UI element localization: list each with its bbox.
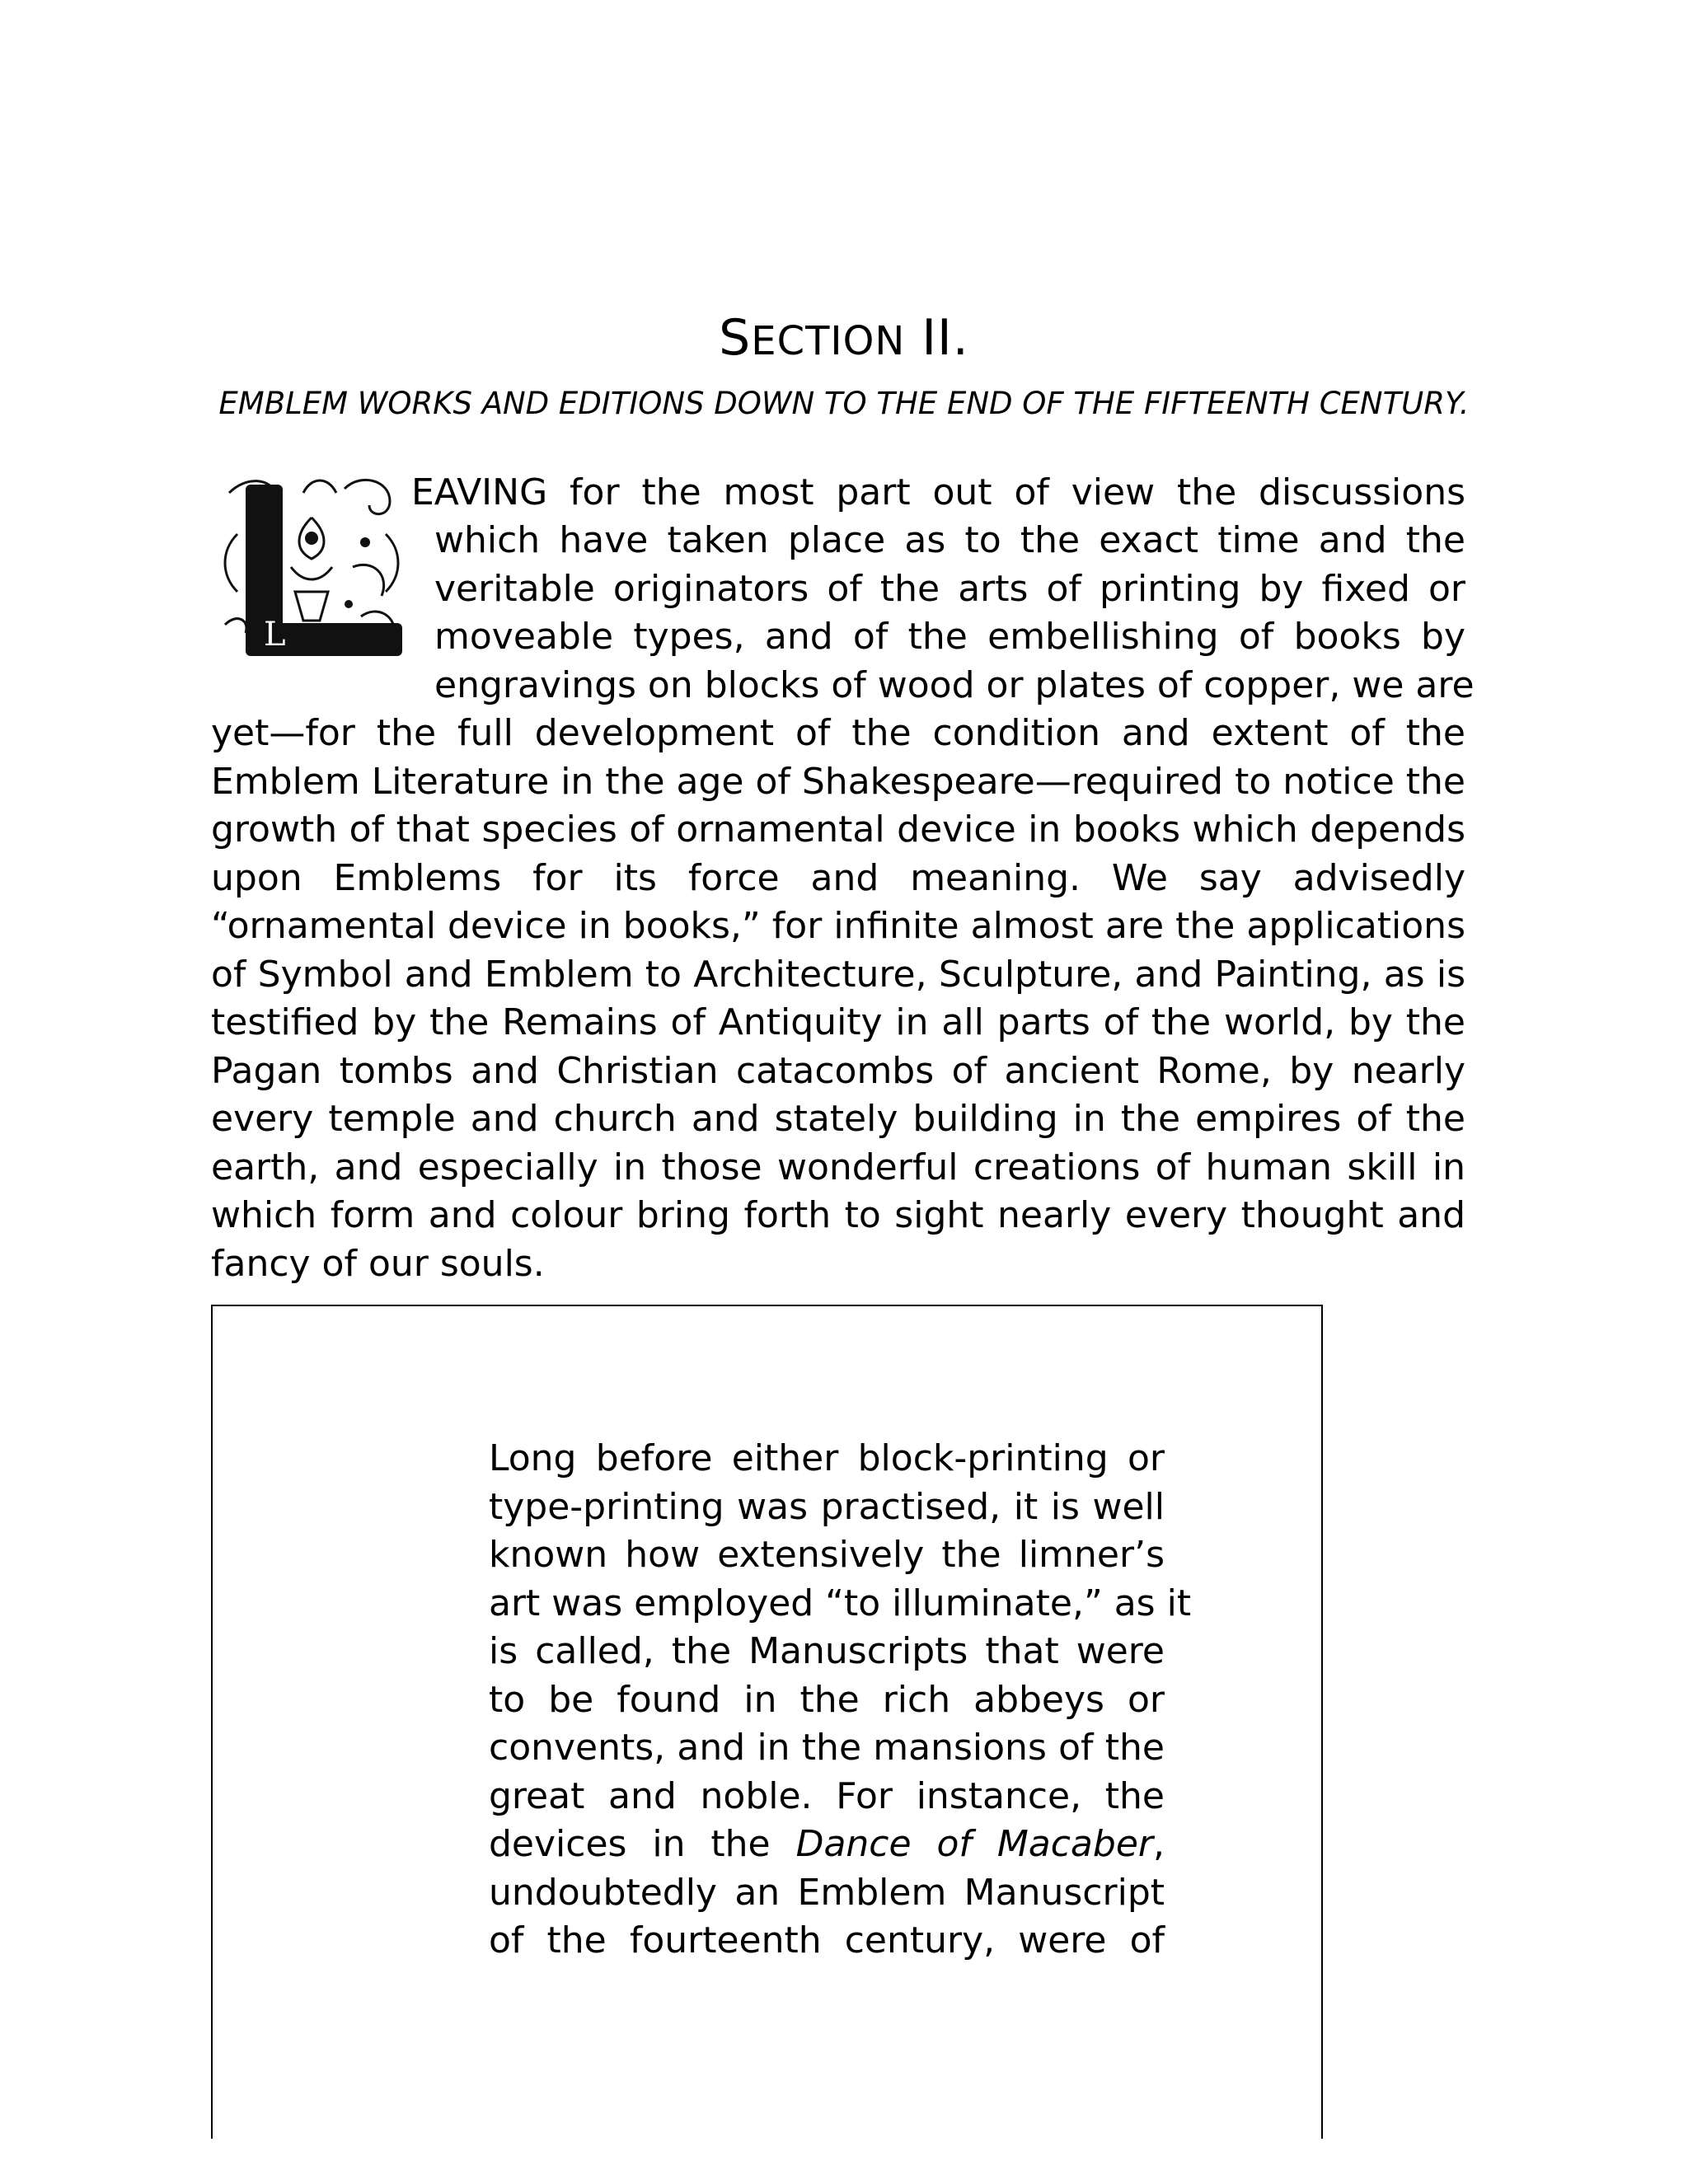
box-line: type-printing was practised, it is well (489, 1486, 1165, 1528)
paragraph-line: which have taken place as to the exact time and the (434, 519, 1465, 561)
box-line: undoubtedly an Emblem Manuscript (489, 1872, 1165, 1914)
section-heading (0, 305, 1688, 374)
paragraph-line: of Symbol and Emblem to Architecture, Sculpture, and Painting, as is (211, 954, 1465, 996)
box-line: of the fourteenth century, were of (489, 1919, 1165, 1961)
paragraph-line: yet—for the full development of the condition and extent of the (211, 712, 1465, 754)
paragraph-line: fancy of our souls. (211, 1243, 545, 1285)
section-heading-rest: ECTION (751, 318, 906, 364)
paragraph-line: which form and colour bring forth to sight nearly every thought and (211, 1194, 1465, 1236)
paragraph-line: earth, and especially in those wonderful creations of human skill in (211, 1146, 1465, 1188)
box-comma: , (1153, 1823, 1165, 1865)
ornamental-initial-L-icon (213, 468, 410, 666)
paragraph-line: growth of that species of ornamental device in books which depends (211, 808, 1465, 851)
book-title-dance-of-macaber: Dance of Macaber (795, 1823, 1153, 1865)
box-line: art was employed “to illuminate,” as it (489, 1582, 1192, 1624)
box-line (489, 1821, 1165, 1868)
paragraph-line: engravings on blocks of wood or plates of copper, we are (434, 664, 1475, 706)
paragraph-line: Emblem Literature in the age of Shakespeare—required to notice the (211, 761, 1465, 803)
paragraph-line: “ornamental device in books,” for infinite almost are the applications (211, 905, 1465, 947)
dropcap-letter: L (264, 616, 286, 654)
box-line: known how extensively the limner’s (489, 1534, 1165, 1576)
box-line: great and noble. For instance, the (489, 1775, 1165, 1817)
paragraph-line: Pagan tombs and Christian catacombs of ancient Rome, by nearly (211, 1050, 1465, 1092)
box-line: is called, the Manuscripts that were (489, 1630, 1165, 1672)
paragraph-line: every temple and church and stately building in the empires of the (211, 1098, 1465, 1140)
box-line: to be found in the rich abbeys or (489, 1679, 1165, 1721)
paragraph-line: moveable types, and of the embellishing of books by (434, 616, 1465, 658)
sidebar-box (211, 1305, 1323, 2139)
box-line: convents, and in the mansions of the (489, 1727, 1165, 1769)
section-subtitle: EMBLEM WORKS AND EDITIONS DOWN TO THE END OF THE FIFTEENTH CENTURY. (218, 386, 1470, 421)
paragraph-line: testified by the Remains of Antiquity in all parts of the world, by the (211, 1001, 1465, 1043)
section-heading-initial: S (719, 309, 752, 367)
box-line: Long before either block-printing or (489, 1437, 1165, 1479)
section-heading-numeral: II. (921, 309, 969, 367)
paragraph-line: upon Emblems for its force and meaning. We say advisedly (211, 857, 1465, 899)
paragraph-line: veritable originators of the arts of printing by fixed or (434, 568, 1465, 610)
paragraph-line: EAVING for the most part out of view the discussions (411, 471, 1465, 513)
box-line-text: devices in the (489, 1823, 771, 1865)
